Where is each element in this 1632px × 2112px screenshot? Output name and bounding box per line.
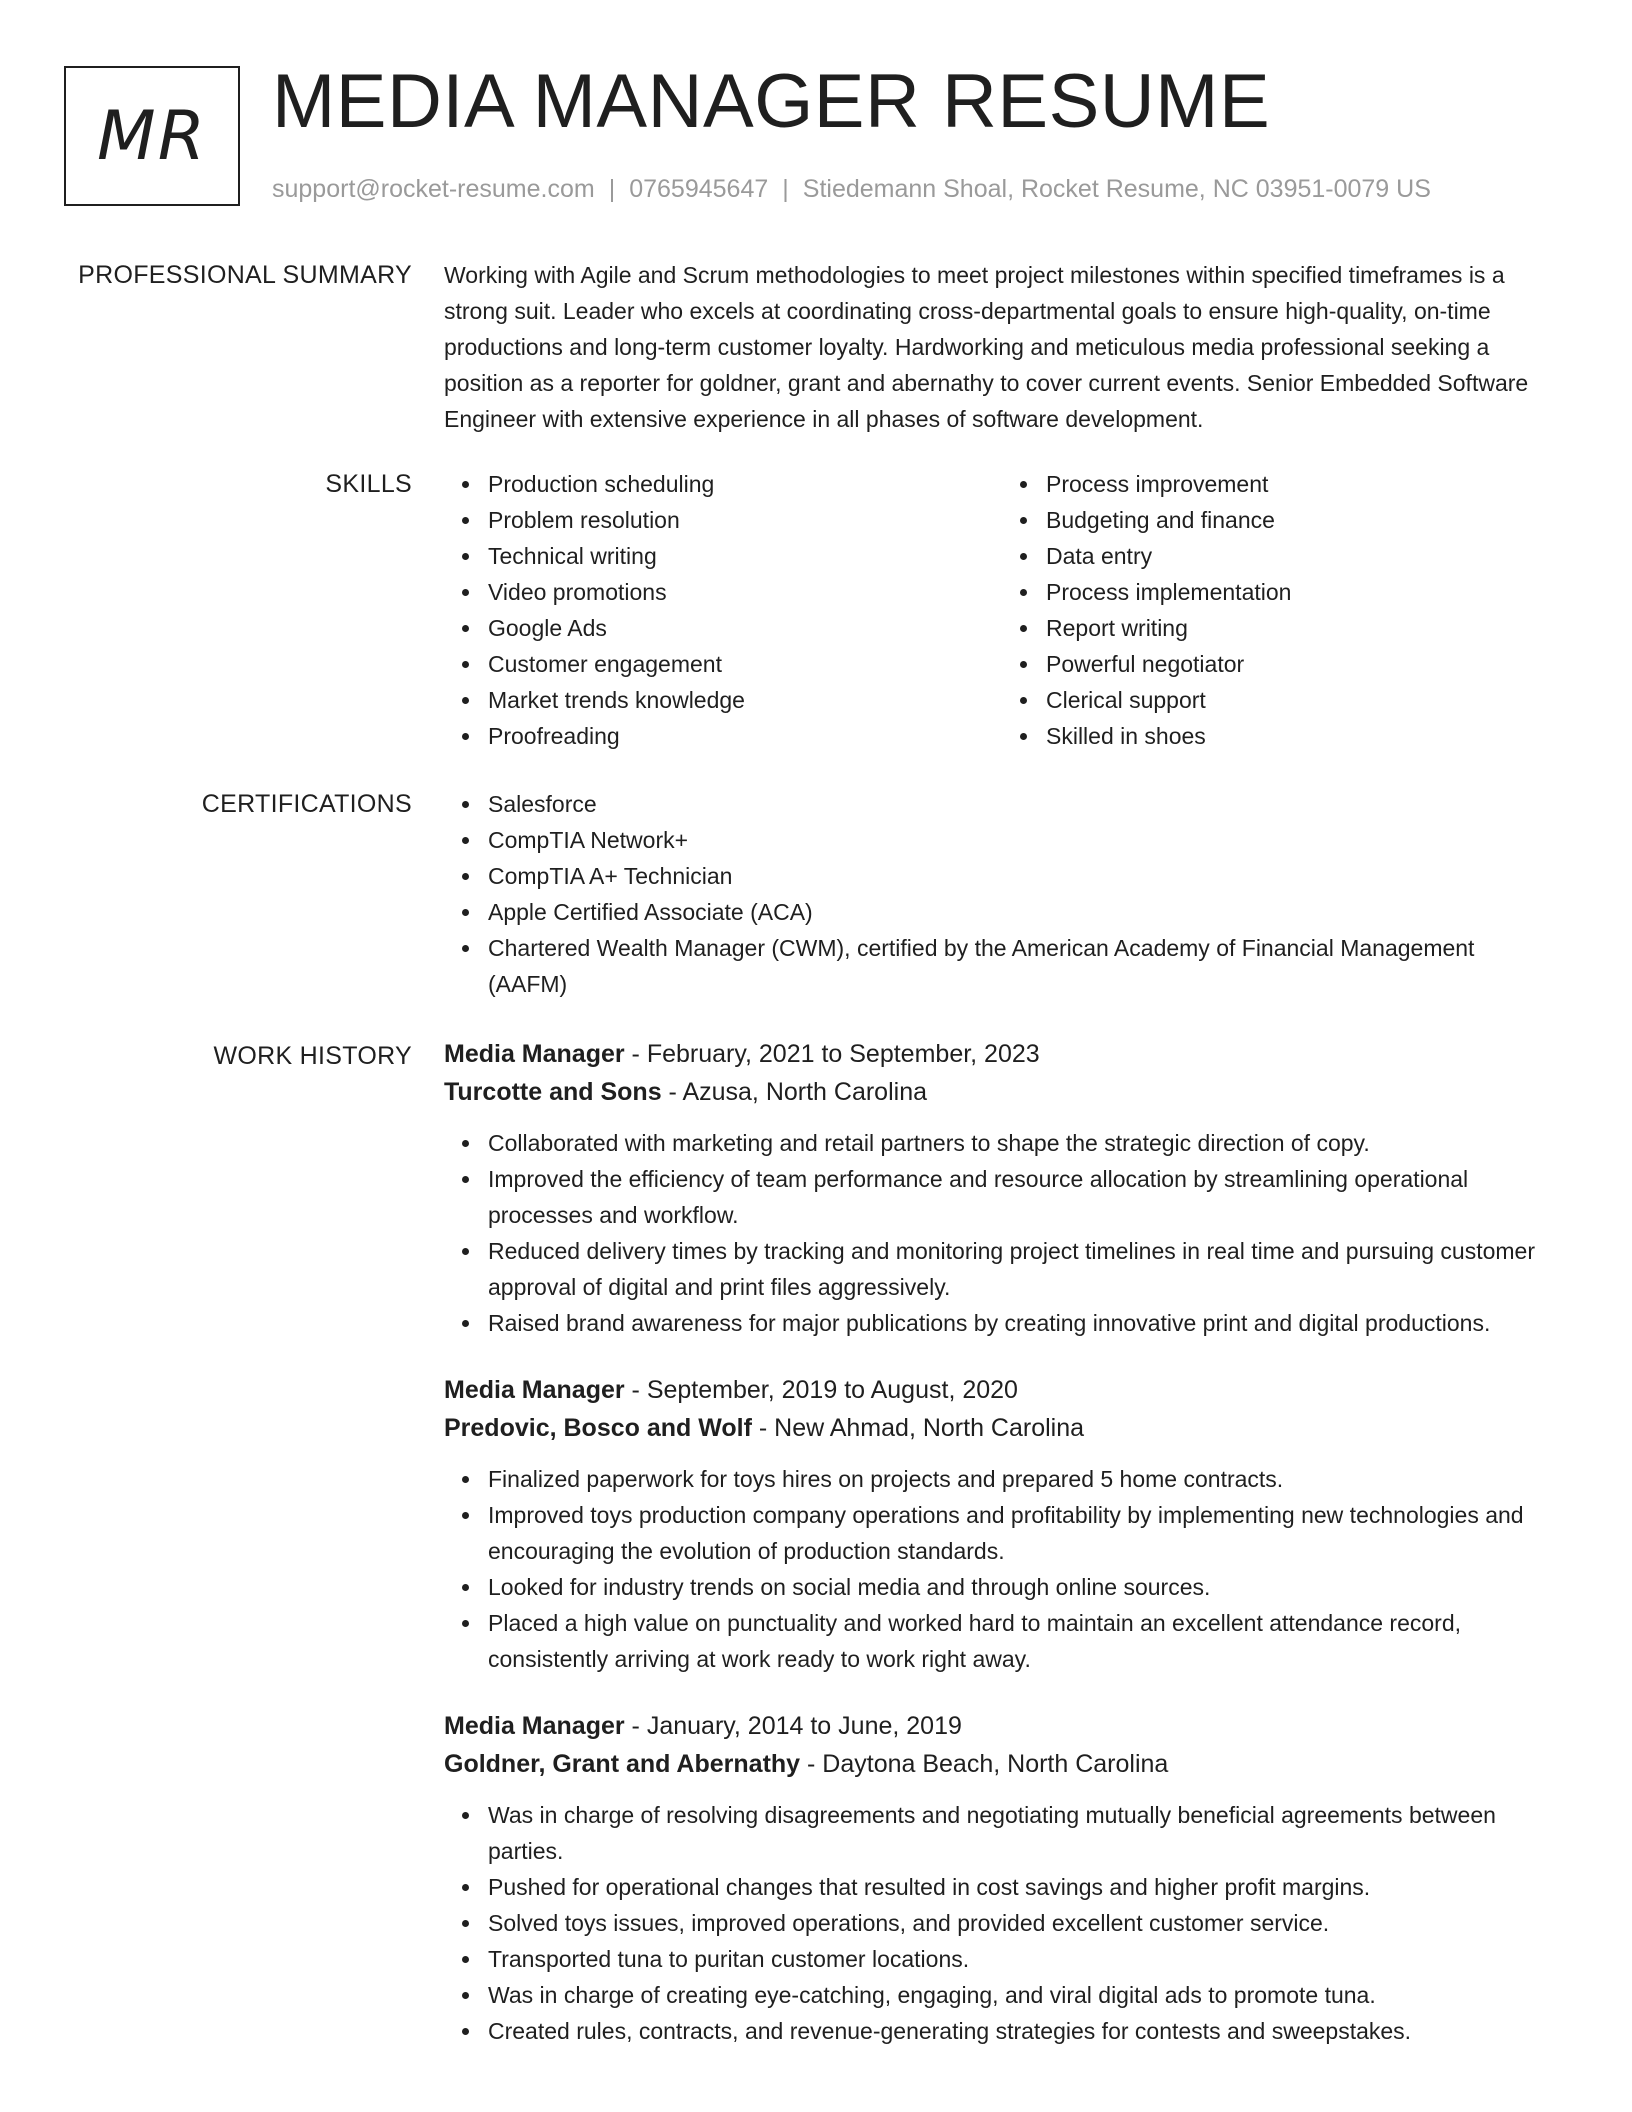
skill-item: Proofreading: [488, 718, 1002, 754]
job-title-line: [444, 1707, 1560, 1745]
job-duties-list: [444, 1797, 1560, 2049]
job-dates: - February, 2021 to September, 2023: [624, 1040, 1040, 1068]
monogram-initials: MR: [97, 96, 207, 176]
job-duty: Transported tuna to puritan customer locations.: [488, 1941, 1560, 1977]
job-duty: Solved toys issues, improved operations, and provided excellent customer service.: [488, 1905, 1560, 1941]
job-duty: Placed a high value on punctuality and worked hard to maintain an excellent attendance record, consistently arriving at work ready to work right away.: [488, 1605, 1560, 1677]
job-duty: Raised brand awareness for major publications by creating innovative print and digital productions.: [488, 1305, 1560, 1341]
job-duty: Reduced delivery times by tracking and monitoring project timelines in real time and pursuing customer approval of digital and print files aggressively.: [488, 1233, 1560, 1305]
skills-columns: [444, 466, 1560, 754]
skill-item: Process improvement: [1046, 466, 1560, 502]
job-title: Media Manager: [444, 1712, 625, 1740]
skill-item: Technical writing: [488, 538, 1002, 574]
job-dates: - September, 2019 to August, 2020: [624, 1376, 1018, 1404]
skills-list-left: [444, 466, 1002, 754]
contact-separator: |: [608, 175, 616, 203]
skill-item: Video promotions: [488, 574, 1002, 610]
certifications-list: [444, 786, 1560, 1002]
certifications-heading: CERTIFICATIONS: [201, 790, 412, 818]
skill-item: Budgeting and finance: [1046, 502, 1560, 538]
work-history-heading: WORK HISTORY: [213, 1042, 412, 1070]
job-duty: Pushed for operational changes that resulted in cost savings and higher profit margins.: [488, 1869, 1560, 1905]
summary-heading: PROFESSIONAL SUMMARY: [78, 261, 412, 289]
job-location: - New Ahmad, North Carolina: [751, 1414, 1085, 1442]
skill-item: Clerical support: [1046, 682, 1560, 718]
job-company: Turcotte and Sons: [444, 1078, 662, 1106]
summary-text: Working with Agile and Scrum methodologies to meet project milestones within specified timeframes is a strong suit. Leader who excels at coordinating cross-departmental goals to ensure high-quality, on-time productions and long-term customer loyalty. Hardworking and meticulous media professional seeking a position as a reporter for goldner, grant and abernathy to cover current events. Senior Embedded Software Engineer with extensive experience in all phases of software development.: [444, 262, 1529, 432]
job-duty: Improved toys production company operations and profitability by implementing new technologies and encouraging the evolution of production standards.: [488, 1497, 1560, 1569]
job-title: Media Manager: [444, 1376, 625, 1404]
job-title: Media Manager: [444, 1040, 625, 1068]
job-duty: Was in charge of creating eye-catching, engaging, and viral digital ads to promote tuna.: [488, 1977, 1560, 2013]
skill-item: Market trends knowledge: [488, 682, 1002, 718]
contact-phone: 0765945647: [629, 175, 769, 203]
job-entry: [444, 1371, 1560, 1677]
job-duty: Was in charge of resolving disagreements and negotiating mutually beneficial agreements between parties.: [488, 1797, 1560, 1869]
certification-item: CompTIA A+ Technician: [488, 858, 1560, 894]
skill-item: Data entry: [1046, 538, 1560, 574]
contact-separator: |: [782, 175, 789, 203]
contact-email: support@rocket-resume.com: [272, 175, 595, 203]
job-duties-list: [444, 1125, 1560, 1341]
job-entry: [444, 1707, 1560, 2049]
skill-item: Customer engagement: [488, 646, 1002, 682]
job-title-line: [444, 1035, 1560, 1073]
job-company: Predovic, Bosco and Wolf: [444, 1414, 752, 1442]
job-dates: - January, 2014 to June, 2019: [624, 1712, 962, 1740]
job-title-line: [444, 1371, 1560, 1409]
monogram-box: [64, 66, 240, 206]
job-duty: Collaborated with marketing and retail partners to shape the strategic direction of copy.: [488, 1125, 1560, 1161]
job-company: Goldner, Grant and Abernathy: [444, 1750, 801, 1778]
job-duty: Looked for industry trends on social media and through online sources.: [488, 1569, 1560, 1605]
skill-item: Production scheduling: [488, 466, 1002, 502]
skill-item: Powerful negotiator: [1046, 646, 1560, 682]
skills-heading: SKILLS: [325, 470, 412, 498]
job-duty: Improved the efficiency of team performance and resource allocation by streamlining operational processes and workflow.: [488, 1161, 1560, 1233]
job-duty: Finalized paperwork for toys hires on projects and prepared 5 home contracts.: [488, 1461, 1560, 1497]
skill-item: Report writing: [1046, 610, 1560, 646]
job-company-line: [444, 1409, 1560, 1447]
certification-item: Salesforce: [488, 786, 1560, 822]
job-duty: Created rules, contracts, and revenue-generating strategies for contests and sweepstakes.: [488, 2013, 1560, 2049]
certification-item: CompTIA Network+: [488, 822, 1560, 858]
job-entry: [444, 1035, 1560, 1341]
job-location: - Daytona Beach, North Carolina: [800, 1750, 1169, 1778]
certification-item: Chartered Wealth Manager (CWM), certified by the American Academy of Financial Management (AAFM): [488, 930, 1560, 1002]
skill-item: Problem resolution: [488, 502, 1002, 538]
skill-item: Skilled in shoes: [1046, 718, 1560, 754]
contact-address: Stiedemann Shoal, Rocket Resume, NC 03951-0079 US: [802, 175, 1431, 203]
job-company-line: [444, 1073, 1560, 1111]
job-company-line: [444, 1745, 1560, 1783]
job-duties-list: [444, 1461, 1560, 1677]
skill-item: Process implementation: [1046, 574, 1560, 610]
resume-title: MEDIA MANAGER RESUME: [272, 59, 1271, 144]
contact-line: [272, 172, 1431, 206]
certification-item: Apple Certified Associate (ACA): [488, 894, 1560, 930]
skill-item: Google Ads: [488, 610, 1002, 646]
skills-list-right: [1002, 466, 1560, 754]
job-location: - Azusa, North Carolina: [661, 1078, 928, 1106]
